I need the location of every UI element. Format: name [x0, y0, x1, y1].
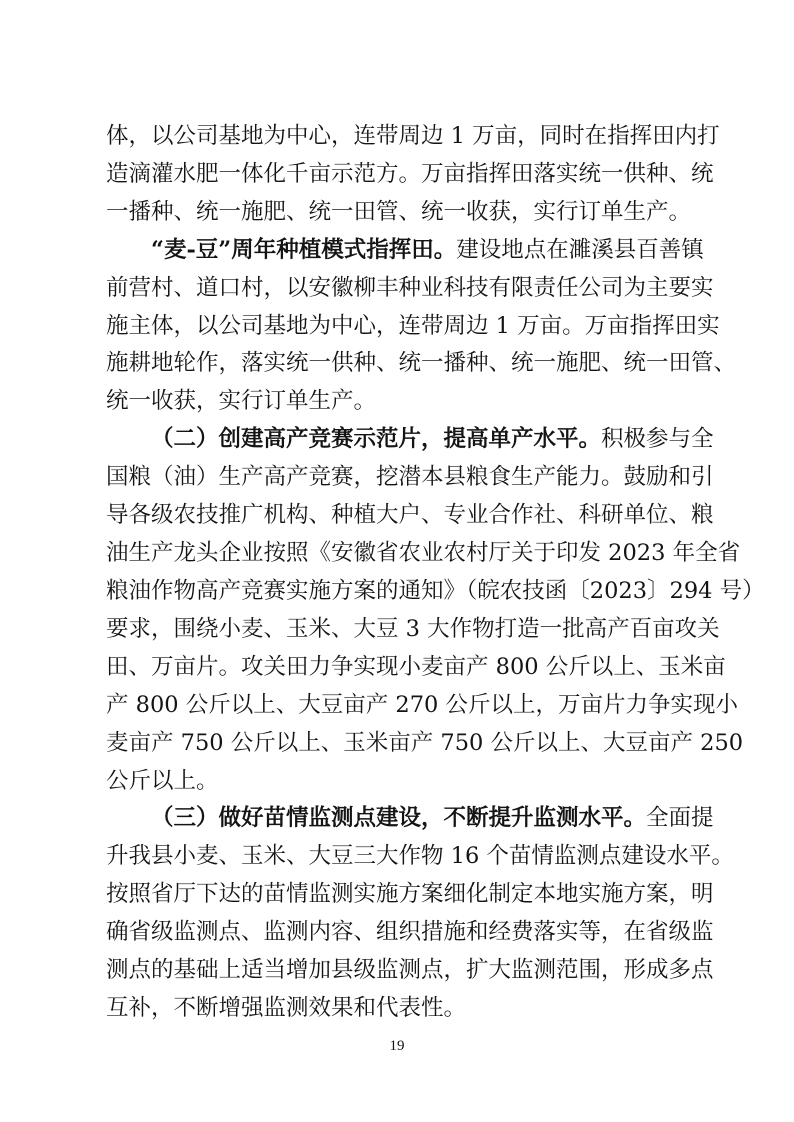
- page-number: 19: [389, 1038, 405, 1054]
- paragraph-line: 国粮（油）生产高产竞赛，挖潜本县粮食生产能力。鼓励和引: [106, 464, 714, 491]
- paragraph-line: 造滴灌水肥一体化千亩示范方。万亩指挥田落实统一供种、统: [106, 160, 714, 187]
- paragraph-line: 一播种、统一施肥、统一田管、统一收获，实行订单生产。: [106, 198, 692, 225]
- paragraph-line: 麦亩产 750 公斤以上、玉米亩产 750 公斤以上、大豆亩产 250: [106, 729, 744, 756]
- heading-section-3: （三）做好苗情监测点建设，不断提升监测水平。: [151, 805, 647, 832]
- paragraph-line: 施耕地轮作，落实统一供种、统一播种、统一施肥、统一田管、: [106, 350, 737, 377]
- paragraph-line: “麦-豆”周年种植模式指挥田。建设地点在濉溪县百善镇: [151, 236, 704, 263]
- paragraph-line: 确省级监测点、监测内容、组织措施和经费落实等，在省级监: [106, 919, 714, 946]
- paragraph-line: 互补，不断增强监测效果和代表性。: [106, 995, 467, 1021]
- paragraph-line: 油生产龙头企业按照《安徽省农业农村厅关于印发 2023 年全省: [106, 540, 741, 567]
- paragraph-line: 粮油作物高产竞赛实施方案的通知》（皖农技函〔2023〕294 号）: [106, 577, 765, 604]
- heading-mai-dou: “麦-豆”周年种植模式指挥田。: [151, 236, 457, 263]
- paragraph-line: 公斤以上。: [106, 767, 219, 794]
- paragraph-line: 按照省厅下达的苗情监测实施方案细化制定本地实施方案，明: [106, 881, 714, 908]
- paragraph-line: 导各级农技推广机构、种植大户、专业合作社、科研单位、粮: [106, 502, 714, 529]
- paragraph-line: 前营村、道口村，以安徽柳丰种业科技有限责任公司为主要实: [106, 274, 714, 301]
- paragraph-line: （二）创建高产竞赛示范片，提高单产水平。积极参与全: [151, 426, 714, 453]
- paragraph-line: 要求，围绕小麦、玉米、大豆 3 大作物打造一批高产百亩攻关: [106, 615, 720, 642]
- paragraph-line: 产 800 公斤以上、大豆亩产 270 公斤以上，万亩片力争实现小: [106, 691, 739, 718]
- heading-section-2: （二）创建高产竞赛示范片，提高单产水平。: [151, 426, 602, 453]
- paragraph-line: 测点的基础上适当增加县级监测点，扩大监测范围，形成多点: [106, 957, 714, 984]
- paragraph-line: 统一收获，实行订单生产。: [106, 388, 377, 415]
- paragraph-line: 施主体，以公司基地为中心，连带周边 1 万亩。万亩指挥田实: [106, 312, 720, 339]
- paragraph-line: （三）做好苗情监测点建设，不断提升监测水平。全面提: [151, 805, 714, 832]
- paragraph-line: 升我县小麦、玉米、大豆三大作物 16 个苗情监测点建设水平。: [106, 843, 734, 870]
- paragraph-line: 田、万亩片。攻关田力争实现小麦亩产 800 公斤以上、玉米亩: [106, 653, 726, 680]
- paragraph-line: 体，以公司基地为中心，连带周边 1 万亩，同时在指挥田内打: [106, 123, 720, 149]
